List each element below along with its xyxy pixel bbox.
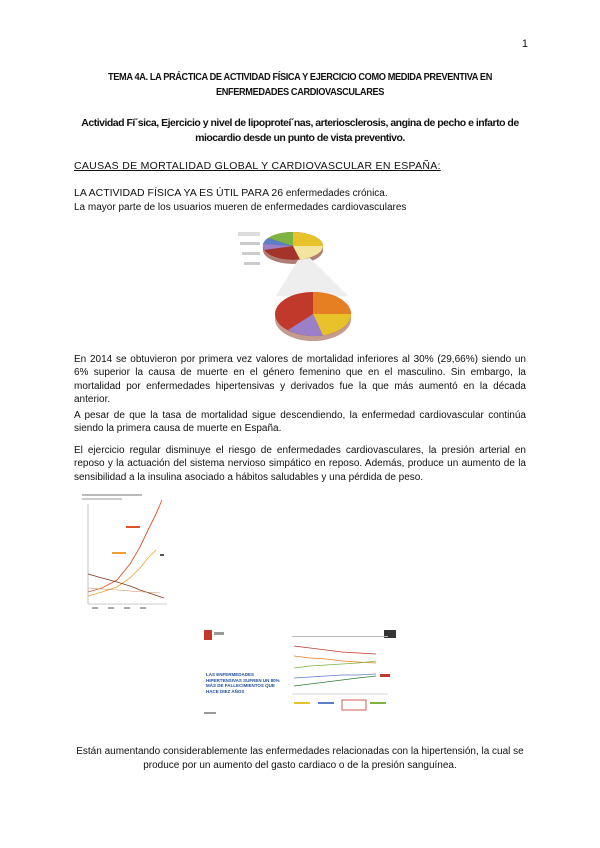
section-heading: CAUSAS DE MORTALIDAD GLOBAL Y CARDIOVASCULAR EN ESPAÑA: bbox=[74, 160, 441, 172]
lead-line1-rest: enfermedades crónica. bbox=[283, 188, 388, 199]
lead-text bbox=[74, 186, 406, 215]
line-chart-image bbox=[82, 492, 177, 614]
paragraph-3: El ejercicio regular disminuye el riesgo de enfermedades cardiovasculares, la presión arterial en reposo y la actuación del sistema nervioso simpático en reposo. Además, produce un aumento de la sensibilidad a la insulina asociado a hábitos saludables y una pérdida de peso. bbox=[74, 445, 526, 483]
hypertension-infographic-figure bbox=[200, 628, 400, 724]
closing-text: Están aumentando considerablemente las enfermedades relacionadas con la hipertensión, la cual se produce por un aumento del gasto cardiaco o de la presión sanguínea. bbox=[76, 746, 524, 771]
lead-line2: La mayor parte de los usuarios mueren de enfermedades cardiovasculares bbox=[74, 202, 407, 213]
paragraph-1: En 2014 se obtuvieron por primera vez valores de mortalidad inferiores al 30% (29,66%) siendo un 6% superior la causa de muerte en el género femenino que en el masculino. Sin embargo, la mortalidad por enfermedades hipertensivas y derivados fue la que más aumentó en la década anterior. bbox=[74, 354, 526, 405]
paragraph-2: A pesar de que la tasa de mortalidad sigue descendiendo, la enfermedad cardiovascular continúa siendo la primera causa de muerte en España. bbox=[74, 410, 526, 435]
lead-line1-upper: LA ACTIVIDAD FÍSICA YA ES ÚTIL PARA 26 bbox=[74, 187, 284, 199]
page-number: 1 bbox=[521, 38, 528, 50]
pie-image bbox=[238, 222, 363, 342]
document-title: TEMA 4A. LA PRÁCTICA DE ACTIVIDAD FÍSICA Y EJERCICIO COMO MEDIDA PREVENTIVA EN ENFERMEDADES CARDIOVASCULARES bbox=[108, 72, 492, 98]
trend-line-figure bbox=[82, 492, 177, 614]
infographic-caption: LAS ENFERMEDADES HIPERTENSIVAS SUFREN UN 80% MÁS DE FALLECIMIENTOS QUE HACE DIEZ AÑOS bbox=[206, 672, 280, 694]
mortality-pie-figure bbox=[238, 222, 363, 342]
document-subtitle: Actividad Fí´sica, Ejercicio y nivel de lipoproteí´nas, arteriosclerosis, angina de pecho e infarto de miocardio desde un punto de vista preventivo. bbox=[81, 117, 519, 144]
